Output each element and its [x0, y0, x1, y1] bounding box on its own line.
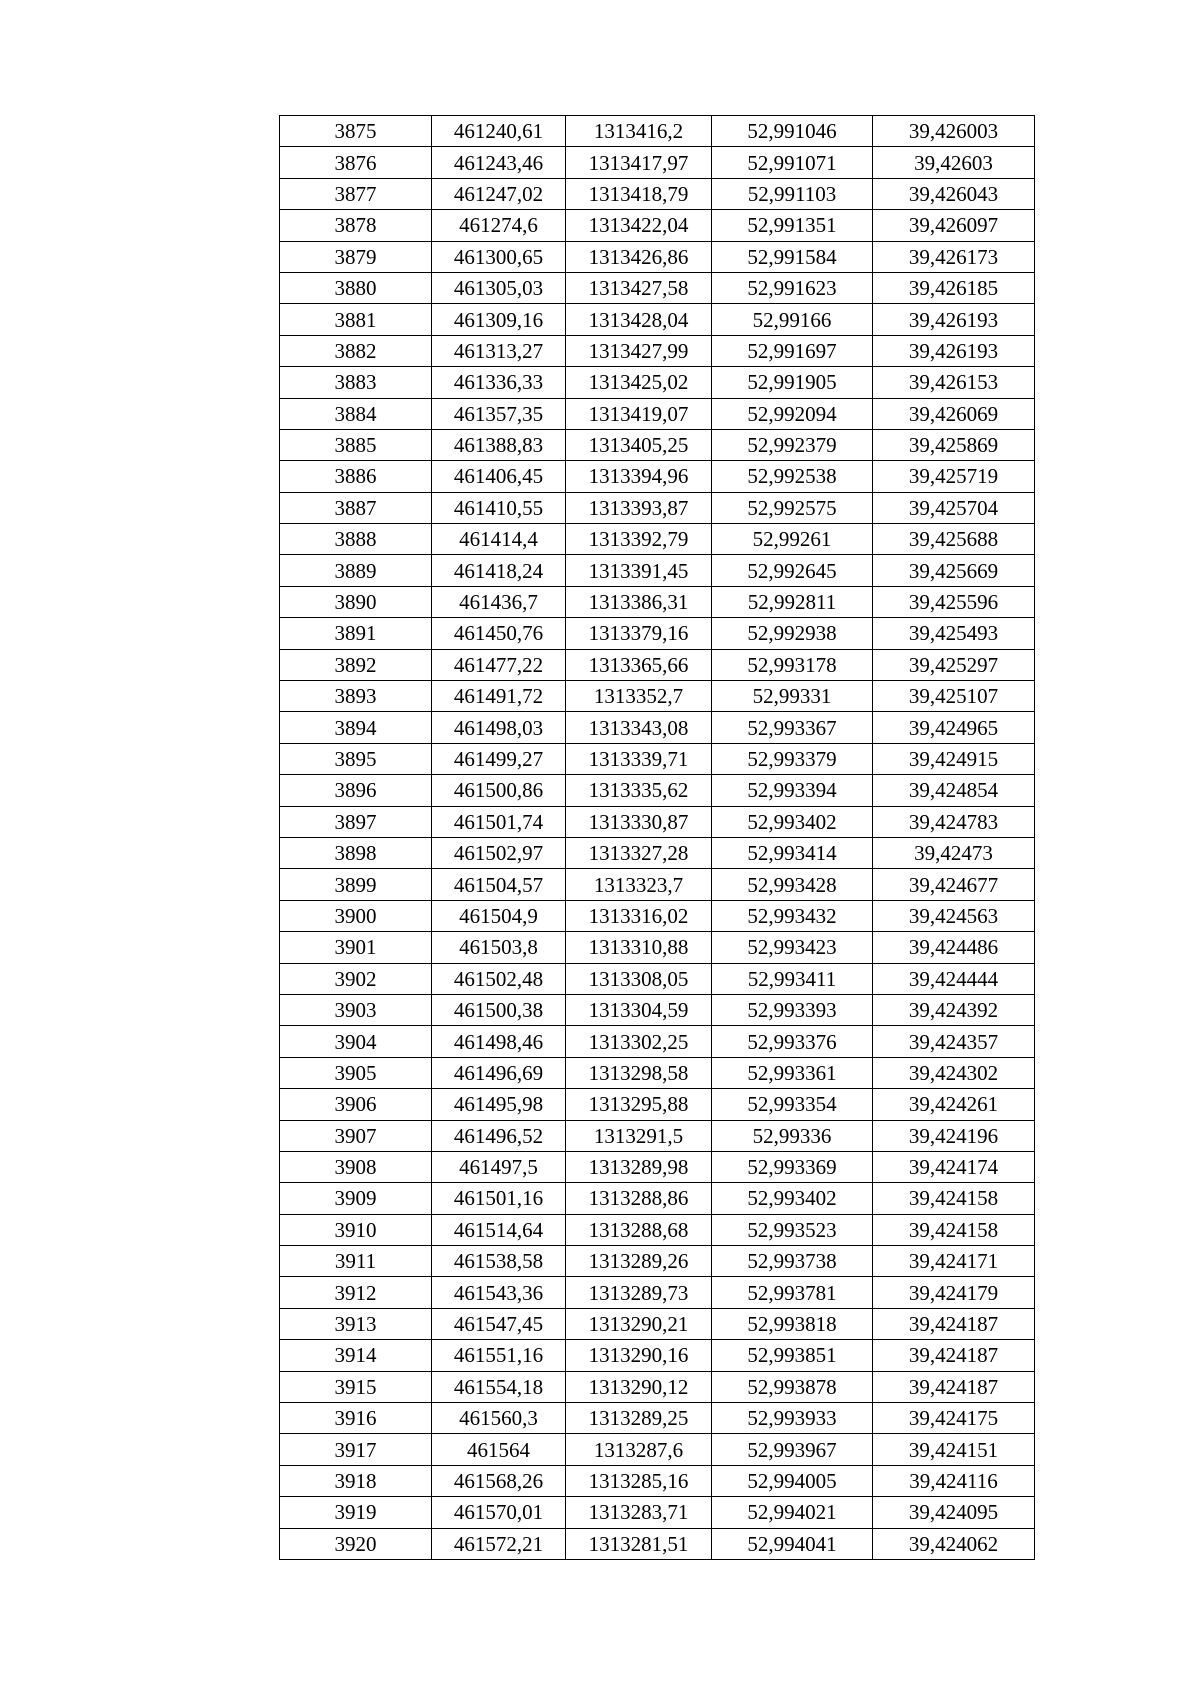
- x-coordinate-cell: 461243,46: [432, 147, 566, 178]
- latitude-cell: 52,992645: [712, 555, 873, 586]
- y-coordinate-cell: 1313304,59: [566, 994, 712, 1025]
- point-number-cell: 3893: [280, 681, 432, 712]
- latitude-cell: 52,993851: [712, 1340, 873, 1371]
- point-number-cell: 3877: [280, 178, 432, 209]
- point-number-cell: 3886: [280, 461, 432, 492]
- x-coordinate-cell: 461418,24: [432, 555, 566, 586]
- latitude-cell: 52,993178: [712, 649, 873, 680]
- latitude-cell: 52,993367: [712, 712, 873, 743]
- table-row: [280, 712, 1035, 743]
- y-coordinate-cell: 1313339,71: [566, 743, 712, 774]
- longitude-cell: 39,425493: [873, 618, 1035, 649]
- x-coordinate-cell: 461564: [432, 1434, 566, 1465]
- latitude-cell: 52,993379: [712, 743, 873, 774]
- table-row: [280, 1151, 1035, 1182]
- y-coordinate-cell: 1313323,7: [566, 869, 712, 900]
- x-coordinate-cell: 461500,86: [432, 775, 566, 806]
- x-coordinate-cell: 461313,27: [432, 335, 566, 366]
- longitude-cell: 39,424965: [873, 712, 1035, 743]
- table-row: [280, 963, 1035, 994]
- longitude-cell: 39,424302: [873, 1057, 1035, 1088]
- point-number-cell: 3908: [280, 1151, 432, 1182]
- y-coordinate-cell: 1313426,86: [566, 241, 712, 272]
- table-row: [280, 524, 1035, 555]
- x-coordinate-cell: 461498,46: [432, 1026, 566, 1057]
- table-row: [280, 1434, 1035, 1465]
- latitude-cell: 52,993818: [712, 1308, 873, 1339]
- latitude-cell: 52,993432: [712, 900, 873, 931]
- latitude-cell: 52,991351: [712, 210, 873, 241]
- point-number-cell: 3889: [280, 555, 432, 586]
- table-row: [280, 1057, 1035, 1088]
- y-coordinate-cell: 1313417,97: [566, 147, 712, 178]
- point-number-cell: 3912: [280, 1277, 432, 1308]
- longitude-cell: 39,424187: [873, 1308, 1035, 1339]
- longitude-cell: 39,425669: [873, 555, 1035, 586]
- x-coordinate-cell: 461477,22: [432, 649, 566, 680]
- table-row: [280, 147, 1035, 178]
- latitude-cell: 52,993523: [712, 1214, 873, 1245]
- table-row: [280, 335, 1035, 366]
- longitude-cell: 39,424261: [873, 1089, 1035, 1120]
- y-coordinate-cell: 1313298,58: [566, 1057, 712, 1088]
- point-number-cell: 3879: [280, 241, 432, 272]
- point-number-cell: 3901: [280, 932, 432, 963]
- longitude-cell: 39,426173: [873, 241, 1035, 272]
- y-coordinate-cell: 1313419,07: [566, 398, 712, 429]
- longitude-cell: 39,424175: [873, 1403, 1035, 1434]
- latitude-cell: 52,993394: [712, 775, 873, 806]
- y-coordinate-cell: 1313283,71: [566, 1497, 712, 1528]
- longitude-cell: 39,424095: [873, 1497, 1035, 1528]
- longitude-cell: 39,426043: [873, 178, 1035, 209]
- table-row: [280, 1246, 1035, 1277]
- y-coordinate-cell: 1313289,98: [566, 1151, 712, 1182]
- x-coordinate-cell: 461414,4: [432, 524, 566, 555]
- point-number-cell: 3919: [280, 1497, 432, 1528]
- latitude-cell: 52,991046: [712, 116, 873, 147]
- point-number-cell: 3897: [280, 806, 432, 837]
- longitude-cell: 39,425719: [873, 461, 1035, 492]
- y-coordinate-cell: 1313289,73: [566, 1277, 712, 1308]
- latitude-cell: 52,99331: [712, 681, 873, 712]
- longitude-cell: 39,426185: [873, 272, 1035, 303]
- y-coordinate-cell: 1313290,12: [566, 1371, 712, 1402]
- y-coordinate-cell: 1313392,79: [566, 524, 712, 555]
- longitude-cell: 39,424116: [873, 1465, 1035, 1496]
- point-number-cell: 3903: [280, 994, 432, 1025]
- latitude-cell: 52,99166: [712, 304, 873, 335]
- longitude-cell: 39,42603: [873, 147, 1035, 178]
- longitude-cell: 39,425688: [873, 524, 1035, 555]
- y-coordinate-cell: 1313290,21: [566, 1308, 712, 1339]
- latitude-cell: 52,992094: [712, 398, 873, 429]
- x-coordinate-cell: 461336,33: [432, 367, 566, 398]
- y-coordinate-cell: 1313290,16: [566, 1340, 712, 1371]
- table-row: [280, 1528, 1035, 1559]
- point-number-cell: 3896: [280, 775, 432, 806]
- x-coordinate-cell: 461495,98: [432, 1089, 566, 1120]
- longitude-cell: 39,426153: [873, 367, 1035, 398]
- y-coordinate-cell: 1313288,86: [566, 1183, 712, 1214]
- y-coordinate-cell: 1313289,26: [566, 1246, 712, 1277]
- longitude-cell: 39,424392: [873, 994, 1035, 1025]
- y-coordinate-cell: 1313310,88: [566, 932, 712, 963]
- table-row: [280, 178, 1035, 209]
- x-coordinate-cell: 461572,21: [432, 1528, 566, 1559]
- y-coordinate-cell: 1313343,08: [566, 712, 712, 743]
- y-coordinate-cell: 1313428,04: [566, 304, 712, 335]
- latitude-cell: 52,992811: [712, 586, 873, 617]
- x-coordinate-cell: 461309,16: [432, 304, 566, 335]
- table-row: [280, 1183, 1035, 1214]
- latitude-cell: 52,99336: [712, 1120, 873, 1151]
- x-coordinate-cell: 461570,01: [432, 1497, 566, 1528]
- point-number-cell: 3885: [280, 429, 432, 460]
- y-coordinate-cell: 1313379,16: [566, 618, 712, 649]
- y-coordinate-cell: 1313427,99: [566, 335, 712, 366]
- latitude-cell: 52,994021: [712, 1497, 873, 1528]
- table-row: [280, 1308, 1035, 1339]
- x-coordinate-cell: 461501,74: [432, 806, 566, 837]
- longitude-cell: 39,424486: [873, 932, 1035, 963]
- point-number-cell: 3894: [280, 712, 432, 743]
- table-row: [280, 837, 1035, 868]
- longitude-cell: 39,424171: [873, 1246, 1035, 1277]
- table-row: [280, 210, 1035, 241]
- longitude-cell: 39,424187: [873, 1371, 1035, 1402]
- x-coordinate-cell: 461496,52: [432, 1120, 566, 1151]
- longitude-cell: 39,424158: [873, 1214, 1035, 1245]
- x-coordinate-cell: 461502,97: [432, 837, 566, 868]
- latitude-cell: 52,993428: [712, 869, 873, 900]
- table-row: [280, 1465, 1035, 1496]
- point-number-cell: 3876: [280, 147, 432, 178]
- x-coordinate-cell: 461568,26: [432, 1465, 566, 1496]
- latitude-cell: 52,994005: [712, 1465, 873, 1496]
- latitude-cell: 52,993414: [712, 837, 873, 868]
- longitude-cell: 39,426193: [873, 304, 1035, 335]
- point-number-cell: 3915: [280, 1371, 432, 1402]
- point-number-cell: 3911: [280, 1246, 432, 1277]
- longitude-cell: 39,426069: [873, 398, 1035, 429]
- x-coordinate-cell: 461436,7: [432, 586, 566, 617]
- x-coordinate-cell: 461406,45: [432, 461, 566, 492]
- x-coordinate-cell: 461247,02: [432, 178, 566, 209]
- table-row: [280, 304, 1035, 335]
- latitude-cell: 52,993402: [712, 806, 873, 837]
- coordinates-table: [279, 115, 1035, 1560]
- point-number-cell: 3916: [280, 1403, 432, 1434]
- table-row: [280, 586, 1035, 617]
- longitude-cell: 39,425107: [873, 681, 1035, 712]
- point-number-cell: 3907: [280, 1120, 432, 1151]
- table-row: [280, 1026, 1035, 1057]
- longitude-cell: 39,425297: [873, 649, 1035, 680]
- x-coordinate-cell: 461502,48: [432, 963, 566, 994]
- table-row: [280, 492, 1035, 523]
- x-coordinate-cell: 461560,3: [432, 1403, 566, 1434]
- longitude-cell: 39,424783: [873, 806, 1035, 837]
- point-number-cell: 3878: [280, 210, 432, 241]
- latitude-cell: 52,99261: [712, 524, 873, 555]
- longitude-cell: 39,425596: [873, 586, 1035, 617]
- y-coordinate-cell: 1313365,66: [566, 649, 712, 680]
- latitude-cell: 52,991905: [712, 367, 873, 398]
- longitude-cell: 39,424187: [873, 1340, 1035, 1371]
- latitude-cell: 52,993738: [712, 1246, 873, 1277]
- point-number-cell: 3918: [280, 1465, 432, 1496]
- y-coordinate-cell: 1313327,28: [566, 837, 712, 868]
- x-coordinate-cell: 461274,6: [432, 210, 566, 241]
- y-coordinate-cell: 1313289,25: [566, 1403, 712, 1434]
- table-row: [280, 1214, 1035, 1245]
- longitude-cell: 39,42473: [873, 837, 1035, 868]
- longitude-cell: 39,424174: [873, 1151, 1035, 1182]
- x-coordinate-cell: 461543,36: [432, 1277, 566, 1308]
- longitude-cell: 39,424915: [873, 743, 1035, 774]
- y-coordinate-cell: 1313416,2: [566, 116, 712, 147]
- table-row: [280, 618, 1035, 649]
- table-row: [280, 900, 1035, 931]
- y-coordinate-cell: 1313352,7: [566, 681, 712, 712]
- x-coordinate-cell: 461514,64: [432, 1214, 566, 1245]
- point-number-cell: 3910: [280, 1214, 432, 1245]
- point-number-cell: 3882: [280, 335, 432, 366]
- table-row: [280, 806, 1035, 837]
- point-number-cell: 3909: [280, 1183, 432, 1214]
- table-row: [280, 743, 1035, 774]
- table-row: [280, 869, 1035, 900]
- point-number-cell: 3888: [280, 524, 432, 555]
- y-coordinate-cell: 1313391,45: [566, 555, 712, 586]
- table-row: [280, 429, 1035, 460]
- latitude-cell: 52,992538: [712, 461, 873, 492]
- latitude-cell: 52,991103: [712, 178, 873, 209]
- latitude-cell: 52,993361: [712, 1057, 873, 1088]
- point-number-cell: 3880: [280, 272, 432, 303]
- latitude-cell: 52,992575: [712, 492, 873, 523]
- longitude-cell: 39,426003: [873, 116, 1035, 147]
- point-number-cell: 3898: [280, 837, 432, 868]
- point-number-cell: 3905: [280, 1057, 432, 1088]
- table-row: [280, 1340, 1035, 1371]
- y-coordinate-cell: 1313302,25: [566, 1026, 712, 1057]
- x-coordinate-cell: 461240,61: [432, 116, 566, 147]
- latitude-cell: 52,994041: [712, 1528, 873, 1559]
- point-number-cell: 3906: [280, 1089, 432, 1120]
- longitude-cell: 39,424196: [873, 1120, 1035, 1151]
- table-row: [280, 1371, 1035, 1402]
- point-number-cell: 3890: [280, 586, 432, 617]
- latitude-cell: 52,993393: [712, 994, 873, 1025]
- y-coordinate-cell: 1313287,6: [566, 1434, 712, 1465]
- x-coordinate-cell: 461450,76: [432, 618, 566, 649]
- y-coordinate-cell: 1313291,5: [566, 1120, 712, 1151]
- coordinates-table-body: [280, 116, 1035, 1560]
- y-coordinate-cell: 1313308,05: [566, 963, 712, 994]
- longitude-cell: 39,424563: [873, 900, 1035, 931]
- x-coordinate-cell: 461538,58: [432, 1246, 566, 1277]
- x-coordinate-cell: 461498,03: [432, 712, 566, 743]
- latitude-cell: 52,991584: [712, 241, 873, 272]
- x-coordinate-cell: 461503,8: [432, 932, 566, 963]
- table-row: [280, 272, 1035, 303]
- x-coordinate-cell: 461499,27: [432, 743, 566, 774]
- point-number-cell: 3891: [280, 618, 432, 649]
- x-coordinate-cell: 461501,16: [432, 1183, 566, 1214]
- x-coordinate-cell: 461496,69: [432, 1057, 566, 1088]
- point-number-cell: 3883: [280, 367, 432, 398]
- latitude-cell: 52,993967: [712, 1434, 873, 1465]
- table-row: [280, 1277, 1035, 1308]
- longitude-cell: 39,425704: [873, 492, 1035, 523]
- y-coordinate-cell: 1313281,51: [566, 1528, 712, 1559]
- point-number-cell: 3892: [280, 649, 432, 680]
- longitude-cell: 39,426097: [873, 210, 1035, 241]
- longitude-cell: 39,424854: [873, 775, 1035, 806]
- y-coordinate-cell: 1313422,04: [566, 210, 712, 241]
- latitude-cell: 52,992379: [712, 429, 873, 460]
- table-row: [280, 367, 1035, 398]
- y-coordinate-cell: 1313288,68: [566, 1214, 712, 1245]
- y-coordinate-cell: 1313393,87: [566, 492, 712, 523]
- y-coordinate-cell: 1313386,31: [566, 586, 712, 617]
- x-coordinate-cell: 461357,35: [432, 398, 566, 429]
- point-number-cell: 3902: [280, 963, 432, 994]
- longitude-cell: 39,425869: [873, 429, 1035, 460]
- y-coordinate-cell: 1313335,62: [566, 775, 712, 806]
- x-coordinate-cell: 461388,83: [432, 429, 566, 460]
- x-coordinate-cell: 461305,03: [432, 272, 566, 303]
- y-coordinate-cell: 1313394,96: [566, 461, 712, 492]
- latitude-cell: 52,993781: [712, 1277, 873, 1308]
- point-number-cell: 3899: [280, 869, 432, 900]
- x-coordinate-cell: 461554,18: [432, 1371, 566, 1402]
- y-coordinate-cell: 1313316,02: [566, 900, 712, 931]
- point-number-cell: 3895: [280, 743, 432, 774]
- latitude-cell: 52,993933: [712, 1403, 873, 1434]
- y-coordinate-cell: 1313285,16: [566, 1465, 712, 1496]
- x-coordinate-cell: 461500,38: [432, 994, 566, 1025]
- point-number-cell: 3881: [280, 304, 432, 335]
- longitude-cell: 39,424151: [873, 1434, 1035, 1465]
- latitude-cell: 52,993878: [712, 1371, 873, 1402]
- latitude-cell: 52,993411: [712, 963, 873, 994]
- point-number-cell: 3917: [280, 1434, 432, 1465]
- longitude-cell: 39,424444: [873, 963, 1035, 994]
- table-row: [280, 555, 1035, 586]
- point-number-cell: 3875: [280, 116, 432, 147]
- y-coordinate-cell: 1313295,88: [566, 1089, 712, 1120]
- y-coordinate-cell: 1313425,02: [566, 367, 712, 398]
- point-number-cell: 3887: [280, 492, 432, 523]
- latitude-cell: 52,993423: [712, 932, 873, 963]
- table-row: [280, 994, 1035, 1025]
- table-row: [280, 461, 1035, 492]
- point-number-cell: 3884: [280, 398, 432, 429]
- x-coordinate-cell: 461300,65: [432, 241, 566, 272]
- point-number-cell: 3913: [280, 1308, 432, 1339]
- point-number-cell: 3914: [280, 1340, 432, 1371]
- longitude-cell: 39,426193: [873, 335, 1035, 366]
- x-coordinate-cell: 461504,9: [432, 900, 566, 931]
- latitude-cell: 52,993376: [712, 1026, 873, 1057]
- table-row: [280, 1089, 1035, 1120]
- point-number-cell: 3900: [280, 900, 432, 931]
- y-coordinate-cell: 1313418,79: [566, 178, 712, 209]
- table-row: [280, 932, 1035, 963]
- y-coordinate-cell: 1313405,25: [566, 429, 712, 460]
- longitude-cell: 39,424179: [873, 1277, 1035, 1308]
- table-row: [280, 1403, 1035, 1434]
- longitude-cell: 39,424158: [873, 1183, 1035, 1214]
- table-row: [280, 398, 1035, 429]
- latitude-cell: 52,991623: [712, 272, 873, 303]
- point-number-cell: 3904: [280, 1026, 432, 1057]
- table-row: [280, 681, 1035, 712]
- longitude-cell: 39,424357: [873, 1026, 1035, 1057]
- x-coordinate-cell: 461551,16: [432, 1340, 566, 1371]
- latitude-cell: 52,993369: [712, 1151, 873, 1182]
- x-coordinate-cell: 461504,57: [432, 869, 566, 900]
- table-row: [280, 241, 1035, 272]
- x-coordinate-cell: 461497,5: [432, 1151, 566, 1182]
- latitude-cell: 52,993354: [712, 1089, 873, 1120]
- x-coordinate-cell: 461547,45: [432, 1308, 566, 1339]
- point-number-cell: 3920: [280, 1528, 432, 1559]
- table-row: [280, 1497, 1035, 1528]
- latitude-cell: 52,992938: [712, 618, 873, 649]
- longitude-cell: 39,424062: [873, 1528, 1035, 1559]
- latitude-cell: 52,991071: [712, 147, 873, 178]
- table-row: [280, 1120, 1035, 1151]
- latitude-cell: 52,991697: [712, 335, 873, 366]
- x-coordinate-cell: 461491,72: [432, 681, 566, 712]
- table-row: [280, 649, 1035, 680]
- x-coordinate-cell: 461410,55: [432, 492, 566, 523]
- table-row: [280, 116, 1035, 147]
- y-coordinate-cell: 1313330,87: [566, 806, 712, 837]
- longitude-cell: 39,424677: [873, 869, 1035, 900]
- table-row: [280, 775, 1035, 806]
- latitude-cell: 52,993402: [712, 1183, 873, 1214]
- y-coordinate-cell: 1313427,58: [566, 272, 712, 303]
